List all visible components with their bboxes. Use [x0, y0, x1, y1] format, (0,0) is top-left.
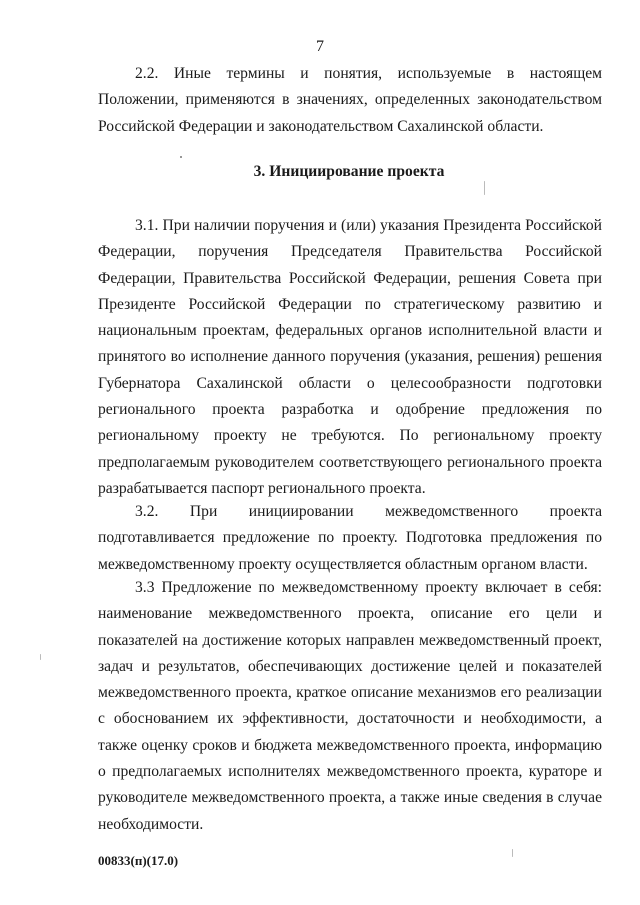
paragraph-3-2: [98, 499, 602, 578]
paragraph-2-2: [98, 61, 602, 140]
scan-speck: [40, 654, 41, 660]
paragraph-2-2-text: 2.2. Иные термины и понятия, используемые в настоящем Положении, применяются в значениях, определенных законодательством Российской Федерации и законодательством Сахалинской области.: [98, 65, 602, 135]
scan-speck: [484, 181, 485, 195]
section-heading: 3. Инициирование проекта: [253, 163, 445, 180]
paragraph-3-2-text: 3.2. При инициировании межведомственного проекта подготавливается предложение по проекту. Подготовка предложения по межведомственному проекту осуществляется областным органом власти.: [98, 503, 602, 573]
paragraph-3-3-text: 3.3 Предложение по межведомственному проекту включает в себя: наименование межведомственного проекта, описание его цели и показателей на достижение которых направлен межведомственный проект, задач и результатов, обеспечивающих достижение целей и показателей межведомственного проекта, краткое описание механизмов его реализации с обоснованием их эффективности, достаточности и необходимости, а также оценку сроков и бюджета межведомственного проекта, информацию о предполагаемых исполнителях межведомственного проекта, кураторе и руководителе межведомственного проекта, а также иные сведения в случае необходимости.: [98, 579, 602, 833]
paragraph-3-1-text: 3.1. При наличии поручения и (или) указания Президента Российской Федерации, поручения Председателя Правительства Российской Федерации, Правительства Российской Федерации, решения Совета при Президенте Российской Федерации по стратегическому развитию и национальным проектам, федеральных органов исполнительной власти и принятого во исполнение данного поручения (указания, решения) решения Губернатора Сахалинской области о целесообразности подготовки регионального проекта разработка и одобрение предложения по региональному проекту не требуются. По региональному проекту предполагаемым руководителем соответствующего регионального проекта разрабатывается паспорт регионального проекта.: [98, 217, 602, 497]
paragraph-3-3: [98, 575, 602, 838]
scan-speck: [180, 156, 182, 158]
document-code: 00833(п)(17.0): [98, 853, 179, 868]
page-number: 7: [316, 38, 324, 55]
paragraph-3-1: [98, 213, 602, 502]
scan-speck: [512, 849, 513, 857]
